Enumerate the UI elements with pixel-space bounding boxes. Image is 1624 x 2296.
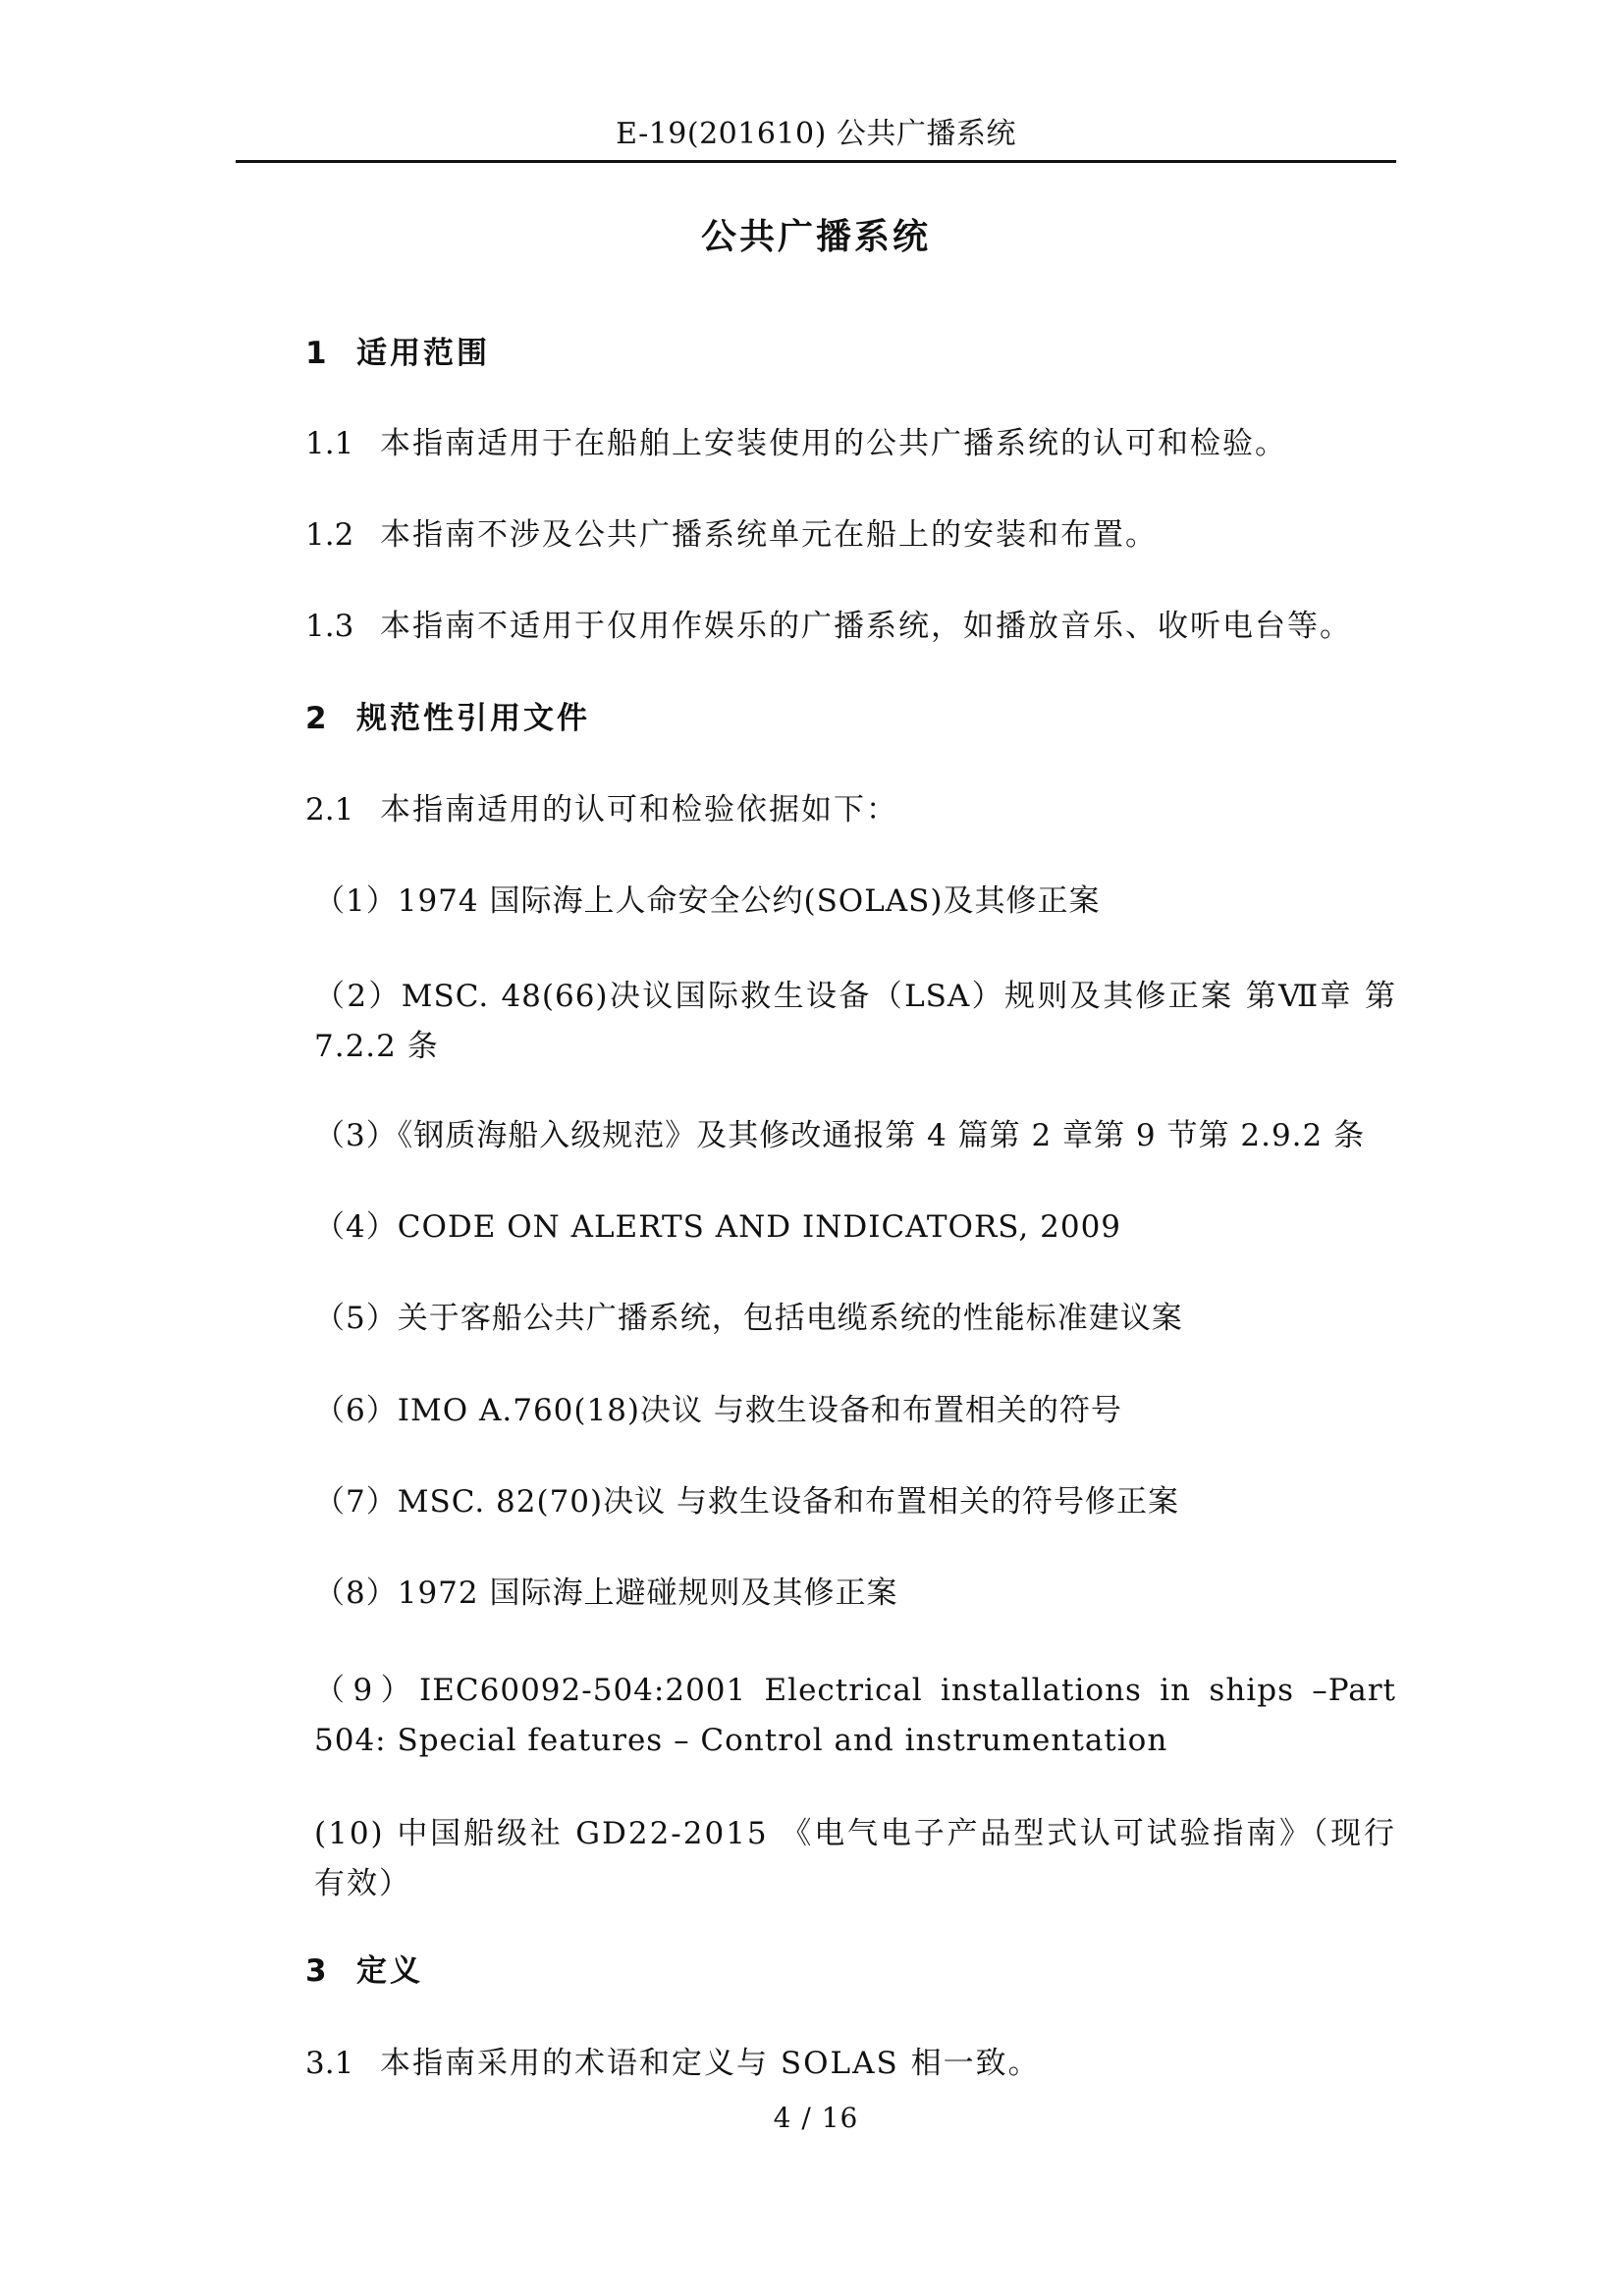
section-3-number: 3	[305, 1953, 330, 1989]
reference-item-5: （5）关于客船公共广播系统，包括电缆系统的性能标准建议案	[314, 1301, 1183, 1336]
reference-item-10: (10) 中国船级社 GD22-2015 《电气电子产品型式认可试验指南》（现行有效）	[314, 1816, 1396, 1901]
clause-number: 1.1	[305, 426, 354, 461]
header-divider	[236, 160, 1396, 163]
clause-number: 1.3	[305, 609, 354, 644]
section-2-number: 2	[305, 701, 330, 736]
clause-number: 3.1	[305, 2046, 354, 2081]
clause-1-1	[305, 424, 1396, 463]
running-header: E-19(201610) 公共广播系统	[616, 117, 1016, 151]
clause-text: 本指南不涉及公共广播系统单元在船上的安装和布置。	[380, 517, 1158, 553]
section-1-title: 适用范围	[356, 336, 490, 371]
reference-item-6: （6）IMO A.760(18)决议 与救生设备和布置相关的符号	[314, 1393, 1122, 1428]
section-1-number: 1	[305, 336, 330, 371]
reference-item-4: （4）CODE ON ALERTS AND INDICATORS, 2009	[314, 1209, 1122, 1245]
reference-item-1: （1）1974 国际海上人命安全公约(SOLAS)及其修正案	[314, 883, 1101, 919]
clause-2-1	[305, 790, 1396, 829]
clause-number: 2.1	[305, 792, 354, 828]
clause-text: 本指南采用的术语和定义与 SOLAS 相一致。	[380, 2046, 1041, 2081]
section-2-title: 规范性引用文件	[356, 701, 590, 736]
clause-text: 本指南适用于在船舶上安装使用的公共广播系统的认可和检验。	[380, 426, 1287, 461]
clause-3-1	[305, 2044, 1396, 2083]
reference-item-9: （9）IEC60092-504:2001 Electrical installations in ships –Part 504: Special features – Control and instrumentation	[314, 1673, 1396, 1758]
reference-item-3: （3）《钢质海船入级规范》及其修改通报第 4 篇第 2 章第 9 节第 2.9.2 条	[314, 1118, 1366, 1153]
section-1-heading	[305, 334, 490, 373]
document-title: 公共广播系统	[700, 217, 931, 257]
clause-text: 本指南不适用于仅用作娱乐的广播系统，如播放音乐、收听电台等。	[380, 609, 1352, 644]
page-number: 4 / 16	[773, 2102, 859, 2134]
clause-text: 本指南适用的认可和检验依据如下：	[380, 792, 898, 828]
reference-item-2: （2）MSC. 48(66)决议国际救生设备（LSA）规则及其修正案 第Ⅶ章 第 7.2.2 条	[314, 979, 1396, 1064]
clause-1-2	[305, 515, 1396, 555]
reference-item-8: （8）1972 国际海上避碰规则及其修正案	[314, 1575, 898, 1611]
clause-number: 1.2	[305, 517, 354, 553]
section-3-title: 定义	[356, 1953, 423, 1989]
clause-1-3	[305, 607, 1396, 646]
reference-item-7: （7）MSC. 82(70)决议 与救生设备和布置相关的符号修正案	[314, 1484, 1179, 1520]
section-2-heading	[305, 699, 590, 738]
section-3-heading	[305, 1951, 423, 1991]
